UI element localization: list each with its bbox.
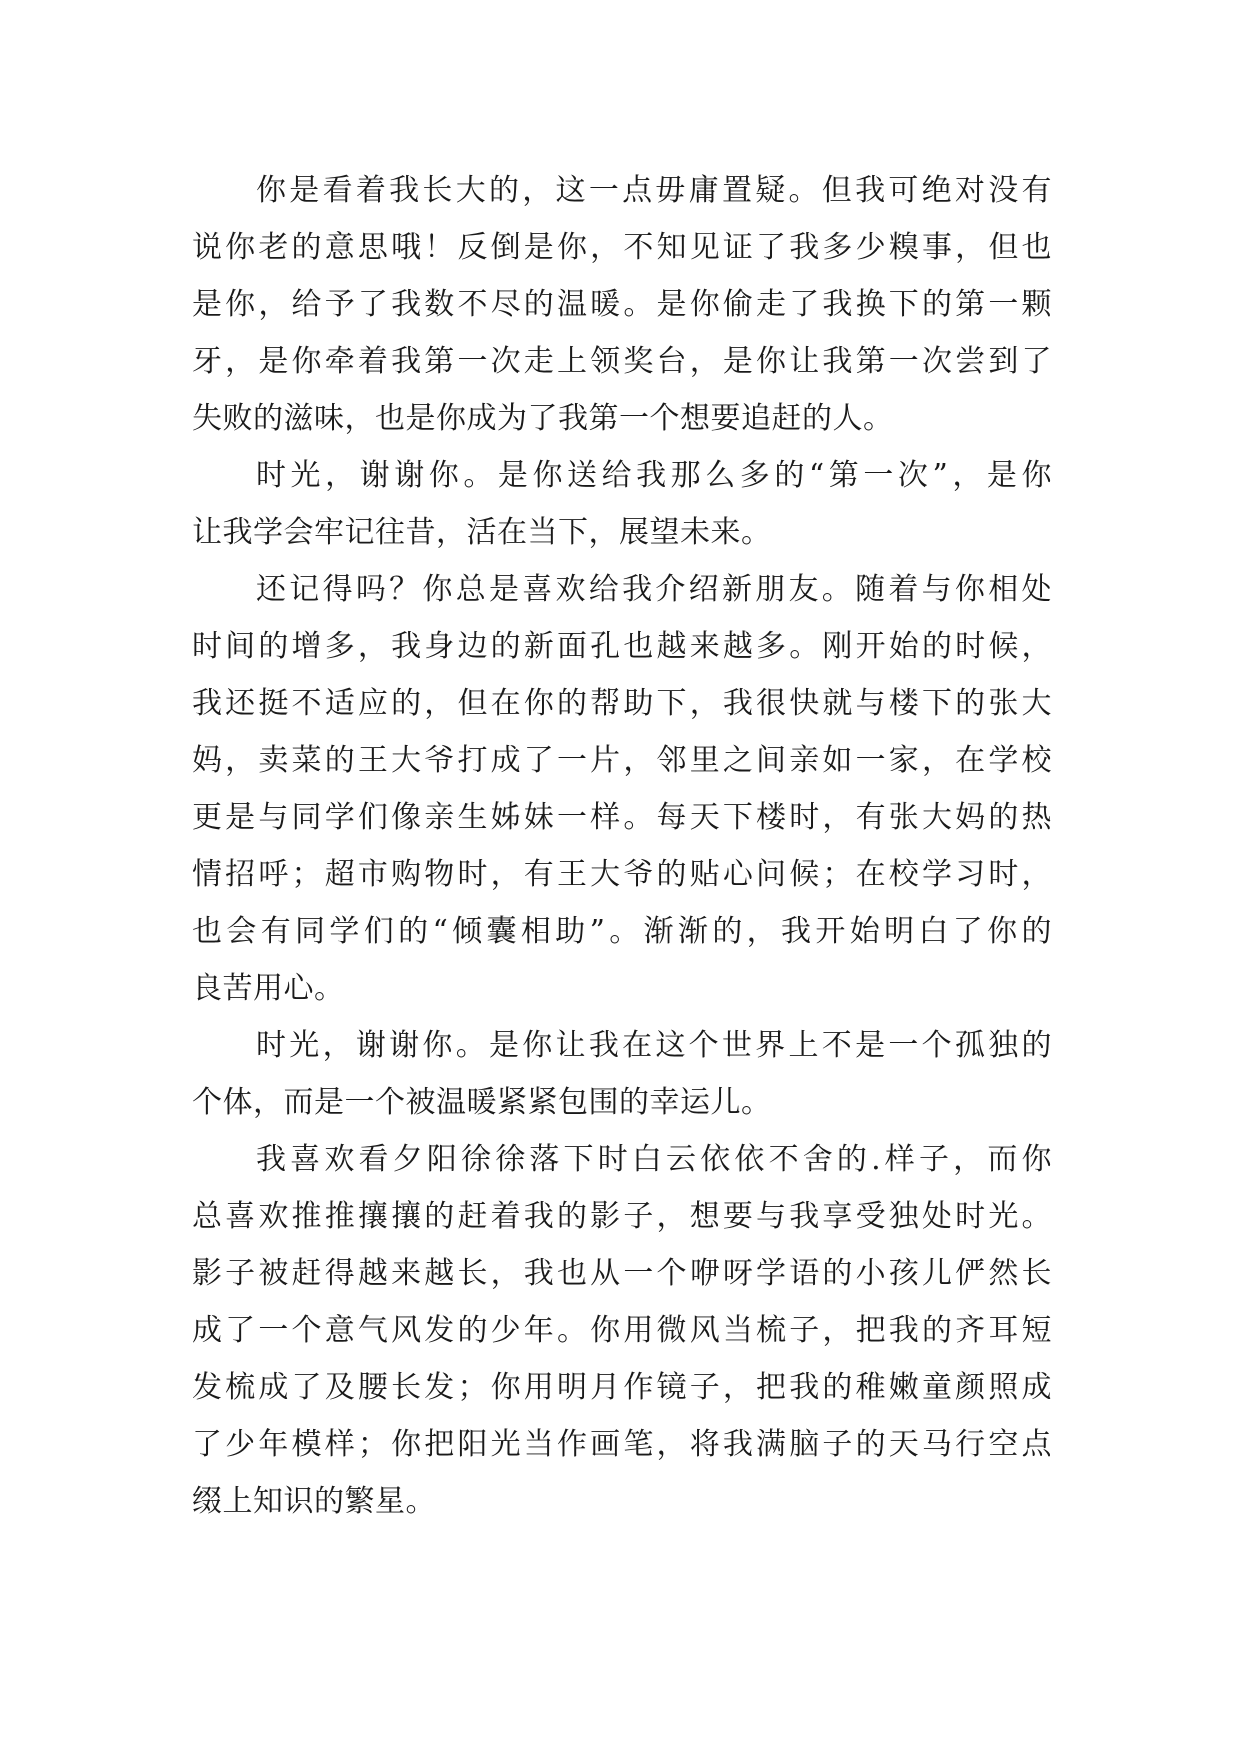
text-line: 个体，而是一个被温暖紧紧包围的幸运儿。 bbox=[192, 1085, 772, 1120]
text-line: 缀上知识的繁星。 bbox=[192, 1484, 436, 1519]
text-line: 失败的滋味，也是你成为了我第一个想要追赶的人。 bbox=[192, 401, 894, 436]
paragraph-2 bbox=[192, 447, 1052, 561]
text-line: 还记得吗？你总是喜欢给我介绍新朋友。随着与你相处 bbox=[256, 572, 1052, 607]
text-line: 总喜欢推推攘攘的赶着我的影子，想要与我享受独处时光。 bbox=[192, 1199, 1052, 1234]
text-line: 发梳成了及腰长发；你用明月作镜子，把我的稚嫩童颜照成 bbox=[192, 1370, 1052, 1405]
text-line: 更是与同学们像亲生姊妹一样。每天下楼时，有张大妈的热 bbox=[192, 800, 1052, 835]
text-line: 说你老的意思哦！反倒是你，不知见证了我多少糗事，但也 bbox=[192, 230, 1052, 265]
text-line: 我还挺不适应的，但在你的帮助下，我很快就与楼下的张大 bbox=[192, 686, 1052, 721]
document-body bbox=[192, 162, 1052, 1530]
text-line: 影子被赶得越来越长，我也从一个咿呀学语的小孩儿俨然长 bbox=[192, 1256, 1052, 1291]
text-line: 良苦用心。 bbox=[192, 971, 345, 1006]
text-line: 妈，卖菜的王大爷打成了一片，邻里之间亲如一家，在学校 bbox=[192, 743, 1052, 778]
text-line: 让我学会牢记往昔，活在当下，展望未来。 bbox=[192, 515, 772, 550]
text-line: 牙，是你牵着我第一次走上领奖台，是你让我第一次尝到了 bbox=[192, 344, 1052, 379]
text-line: 成了一个意气风发的少年。你用微风当梳子，把我的齐耳短 bbox=[192, 1313, 1052, 1348]
text-line: 也会有同学们的“倾囊相助”。渐渐的，我开始明白了你的 bbox=[192, 914, 1052, 949]
text-line: 时光，谢谢你。是你让我在这个世界上不是一个孤独的 bbox=[256, 1028, 1052, 1063]
paragraph-3 bbox=[192, 561, 1052, 1017]
text-line: 时间的增多，我身边的新面孔也越来越多。刚开始的时候， bbox=[192, 629, 1052, 664]
text-line: 我喜欢看夕阳徐徐落下时白云依依不舍的.样子，而你 bbox=[256, 1142, 1052, 1177]
paragraph-4 bbox=[192, 1017, 1052, 1131]
text-line: 时光，谢谢你。是你送给我那么多的“第一次”，是你 bbox=[256, 458, 1052, 493]
text-line: 了少年模样；你把阳光当作画笔，将我满脑子的天马行空点 bbox=[192, 1427, 1052, 1462]
text-line: 是你，给予了我数不尽的温暖。是你偷走了我换下的第一颗 bbox=[192, 287, 1052, 322]
text-line: 你是看着我长大的，这一点毋庸置疑。但我可绝对没有 bbox=[256, 173, 1052, 208]
text-line: 情招呼；超市购物时，有王大爷的贴心问候；在校学习时， bbox=[192, 857, 1052, 892]
paragraph-5 bbox=[192, 1131, 1052, 1530]
paragraph-1 bbox=[192, 162, 1052, 447]
